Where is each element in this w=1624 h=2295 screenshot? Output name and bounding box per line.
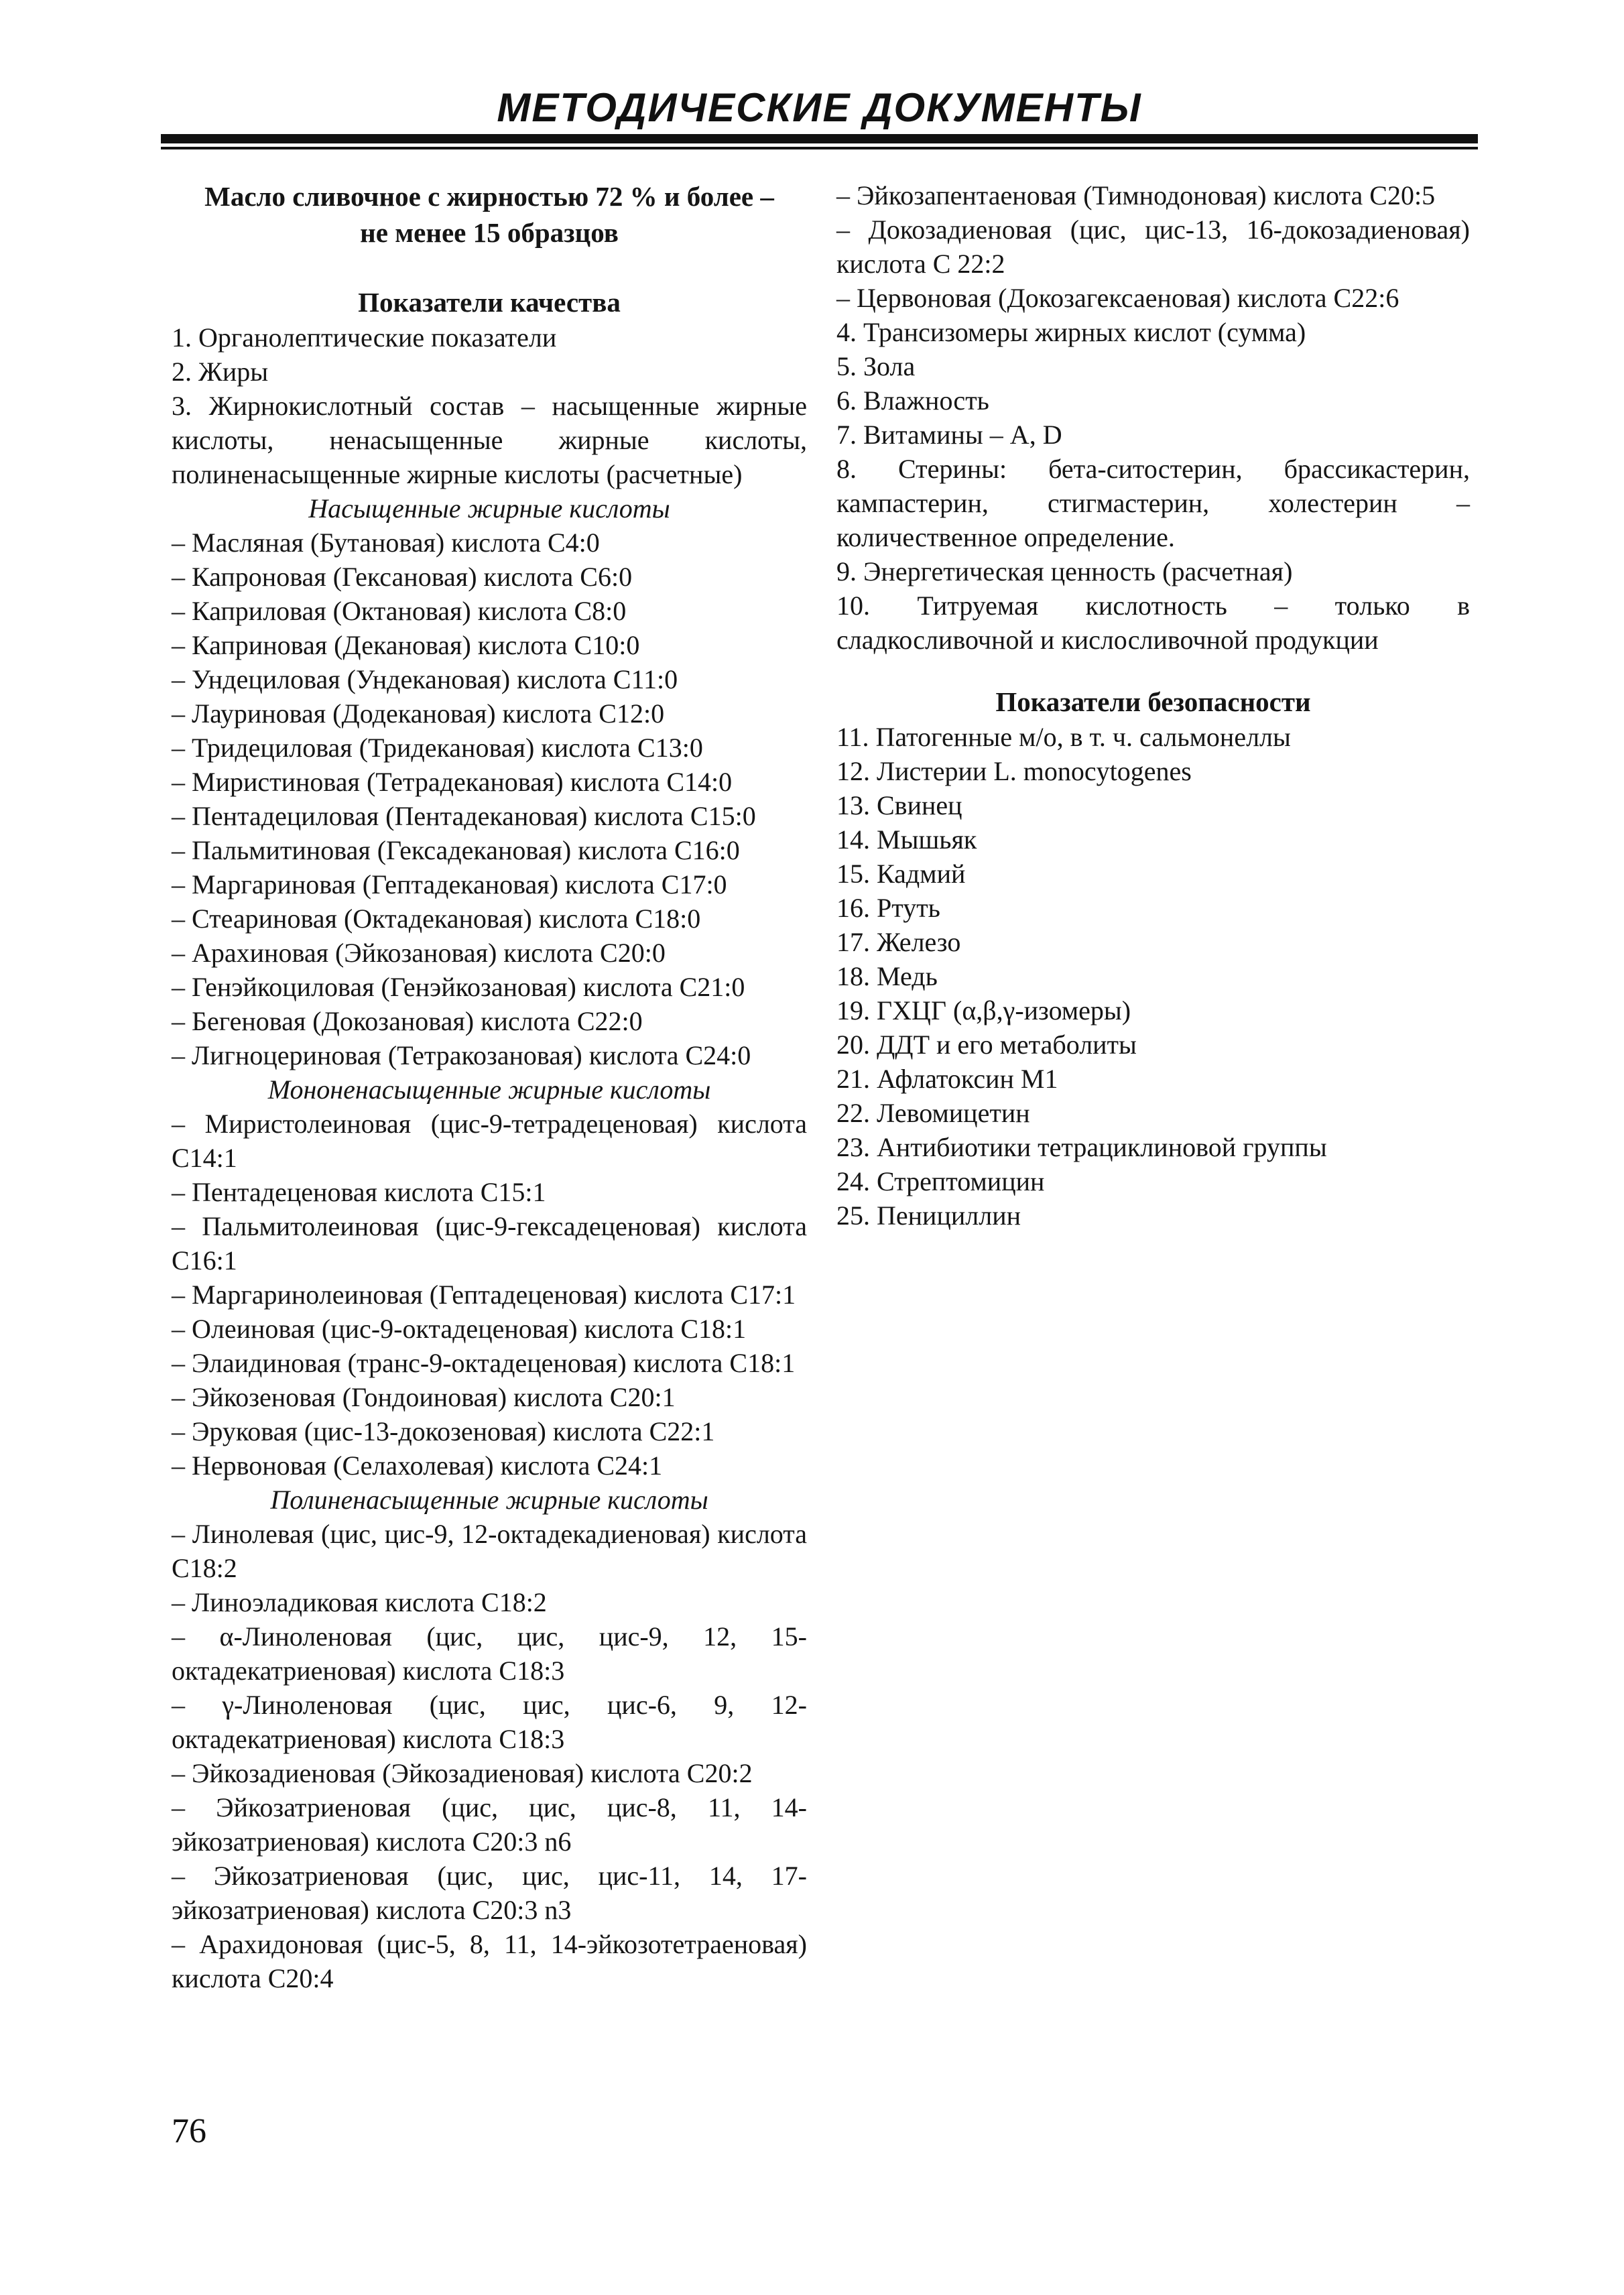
list-item: – γ-Линоленовая (цис, цис, цис-6, 9, 12-октадекатриеновая) кислота С18:3 <box>172 1690 807 1754</box>
list-item: 2. Жиры <box>172 357 269 387</box>
list-item: – Эйкозапентаеновая (Тимнодоновая) кислота С20:5 <box>836 180 1436 210</box>
list-item: – Нервоновая (Селахолевая) кислота С24:1 <box>172 1450 663 1481</box>
page-number: 76 <box>172 2112 206 2150</box>
list-item: – Пентадециловая (Пентадекановая) кислота С15:0 <box>172 801 756 831</box>
running-header <box>161 84 1478 131</box>
list-item: 22. Левомицетин <box>836 1098 1030 1128</box>
list-item: 4. Трансизомеры жирных кислот (сумма) <box>836 317 1306 347</box>
header-rule-thin <box>161 147 1478 149</box>
right-column <box>836 178 1470 1233</box>
list-item: 5. Зола <box>836 351 916 381</box>
left-column <box>172 178 807 1995</box>
list-item: 10. Титруемая кислотность – только в сладкосливочной и кислосливочной продукции <box>836 591 1470 655</box>
list-item: – Ундециловая (Ундекановая) кислота С11:0 <box>172 664 678 694</box>
mono-subheading: Мононенасыщенные жирные кислоты <box>267 1074 711 1105</box>
list-item: – Пентадеценовая кислота С15:1 <box>172 1177 546 1207</box>
list-item: – Маргариновая (Гептадекановая) кислота С17:0 <box>172 869 727 900</box>
quality-heading: Показатели качества <box>358 287 621 318</box>
list-item: – Докозадиеновая (цис, цис-13, 16-докозадиеновая) кислота С 22:2 <box>836 214 1470 279</box>
list-item: – α-Линоленовая (цис, цис, цис-9, 12, 15-октадекатриеновая) кислота С18:3 <box>172 1621 807 1686</box>
list-item: 20. ДДТ и его метаболиты <box>836 1030 1137 1060</box>
header-rule-thick <box>161 134 1478 143</box>
list-item: 17. Железо <box>836 927 961 957</box>
header-title: МЕТОДИЧЕСКИЕ ДОКУМЕНТЫ <box>497 85 1142 130</box>
title-line: Масло сливочное с жирностью 72 % и более – <box>204 181 774 212</box>
list-item: 14. Мышьяк <box>836 824 977 855</box>
list-item: – Пальмитолеиновая (цис-9-гексадеценовая) кислота С16:1 <box>172 1211 807 1276</box>
list-item: – Капроновая (Гексановая) кислота С6:0 <box>172 562 633 592</box>
list-item: – Пальмитиновая (Гексадекановая) кислота С16:0 <box>172 835 740 865</box>
list-item: – Генэйкоциловая (Генэйкозановая) кислота С21:0 <box>172 972 745 1002</box>
list-item: – Лигноцериновая (Тетракозановая) кислота С24:0 <box>172 1040 751 1070</box>
list-item: – Олеиновая (цис-9-октадеценовая) кислота С18:1 <box>172 1314 747 1344</box>
list-item: – Элаидиновая (транс-9-октадеценовая) кислота С18:1 <box>172 1348 796 1378</box>
safety-heading: Показатели безопасности <box>995 686 1311 717</box>
list-item: 8. Стерины: бета-ситостерин, брассикастерин, кампастерин, стигмастерин, холестерин – количественное определение. <box>836 454 1470 552</box>
document-title <box>172 178 807 251</box>
list-item: 23. Антибиотики тетрациклиновой группы <box>836 1132 1327 1162</box>
list-item: 21. Афлатоксин М1 <box>836 1064 1058 1094</box>
list-item: – Лауриновая (Додекановая) кислота С12:0 <box>172 698 665 729</box>
list-item: 6. Влажность <box>836 385 989 416</box>
list-item: – Линоэладиковая кислота С18:2 <box>172 1587 547 1617</box>
list-item: – Эйкозатриеновая (цис, цис, цис-8, 11, 14-эйкозатриеновая) кислота С20:3 n6 <box>172 1792 807 1857</box>
list-item: – Арахидоновая (цис-5, 8, 11, 14-эйкозотетраеновая) кислота С20:4 <box>172 1929 807 1993</box>
list-item: 9. Энергетическая ценность (расчетная) <box>836 556 1293 586</box>
list-item: 11. Патогенные м/о, в т. ч. сальмонеллы <box>836 722 1291 752</box>
title-line: не менее 15 образцов <box>360 217 619 248</box>
list-item: – Каприловая (Октановая) кислота С8:0 <box>172 596 627 626</box>
list-item: 13. Свинец <box>836 790 962 820</box>
list-item: – Эруковая (цис-13-докозеновая) кислота С22:1 <box>172 1416 715 1446</box>
list-item: – Эйкозатриеновая (цис, цис, цис-11, 14, 17-эйкозатриеновая) кислота С20:3 n3 <box>172 1861 807 1925</box>
list-item: – Тридециловая (Тридекановая) кислота С13:0 <box>172 733 703 763</box>
list-item: – Цервоновая (Докозагексаеновая) кислота С22:6 <box>836 283 1399 313</box>
list-item: – Эйкозеновая (Гондоиновая) кислота С20:1 <box>172 1382 676 1412</box>
list-item: 24. Стрептомицин <box>836 1166 1045 1196</box>
list-item: – Миристиновая (Тетрадекановая) кислота С14:0 <box>172 767 733 797</box>
list-item: 19. ГХЦГ (α,β,γ-изомеры) <box>836 995 1131 1026</box>
list-item: – Миристолеиновая (цис-9-тетрадеценовая) кислота С14:1 <box>172 1109 807 1173</box>
list-item: – Маргаринолеиновая (Гептадеценовая) кислота С17:1 <box>172 1280 796 1310</box>
list-item: – Каприновая (Декановая) кислота С10:0 <box>172 630 640 660</box>
list-item: – Масляная (Бутановая) кислота С4:0 <box>172 528 600 558</box>
list-item: – Арахиновая (Эйкозановая) кислота С20:0 <box>172 938 666 968</box>
list-item: 7. Витамины – А, D <box>836 420 1062 450</box>
list-item: 3. Жирнокислотный состав – насыщенные жирные кислоты, ненасыщенные жирные кислоты, полиненасыщенные жирные кислоты (расчетные) <box>172 391 807 489</box>
list-item: 16. Ртуть <box>836 893 940 923</box>
saturated-subheading: Насыщенные жирные кислоты <box>308 493 670 523</box>
list-item: – Бегеновая (Докозановая) кислота С22:0 <box>172 1006 643 1036</box>
list-item: 25. Пенициллин <box>836 1200 1021 1231</box>
list-item: – Стеариновая (Октадекановая) кислота С18:0 <box>172 904 701 934</box>
list-item: – Эйкозадиеновая (Эйкозадиеновая) кислота С20:2 <box>172 1758 753 1788</box>
poly-subheading: Полиненасыщенные жирные кислоты <box>270 1485 708 1515</box>
list-item: 1. Органолептические показатели <box>172 322 557 353</box>
list-item: 18. Медь <box>836 961 938 991</box>
list-item: 15. Кадмий <box>836 859 966 889</box>
list-item: 12. Листерии L. monocytogenes <box>836 756 1192 786</box>
list-item: – Линолевая (цис, цис-9, 12-октадекадиеновая) кислота С18:2 <box>172 1519 807 1583</box>
